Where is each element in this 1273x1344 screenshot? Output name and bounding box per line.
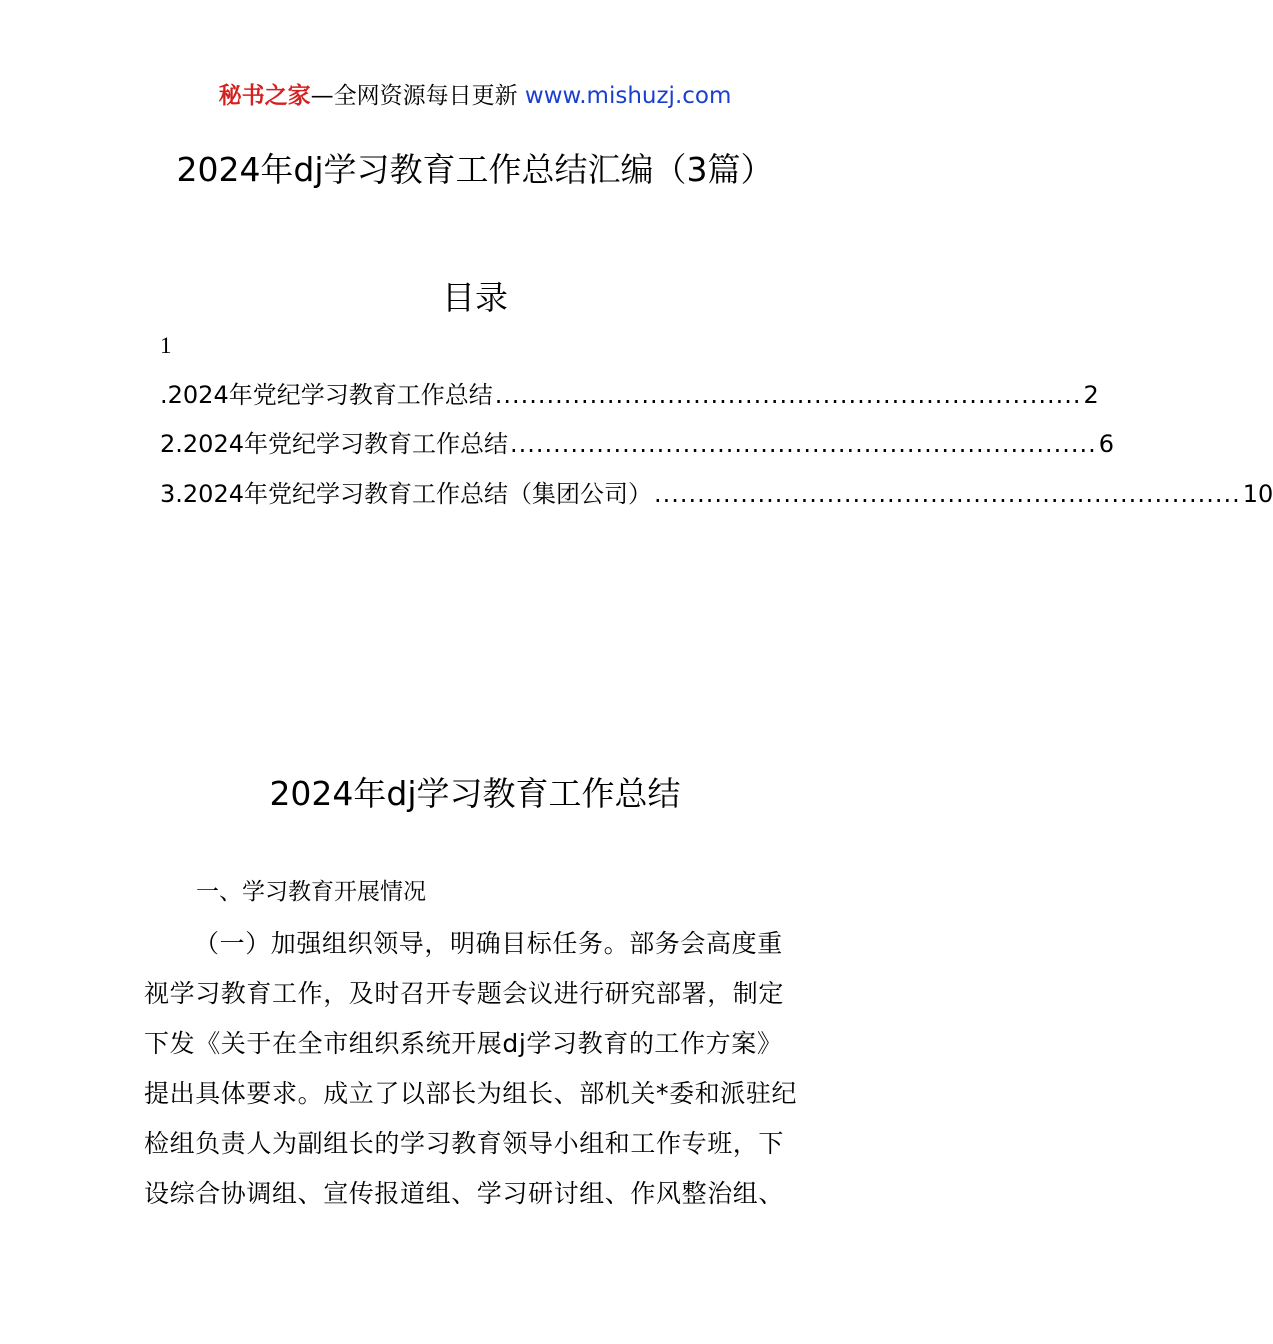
toc-page-number: 2	[1083, 381, 1099, 409]
toc-leader-dots: ....................................................................	[494, 381, 1082, 409]
paragraph-line: 下发《关于在全市组织系统开展dj学习教育的工作方案》	[144, 1029, 783, 1058]
toc-page-number: 6	[1098, 430, 1115, 458]
compilation-title: 2024年dj学习教育工作总结汇编（3篇）	[176, 150, 774, 189]
toc-entry[interactable]	[160, 428, 1115, 460]
site-brand: 秘书之家	[218, 83, 311, 109]
paragraph-line: （一）加强组织领导，明确目标任务。部务会高度重	[194, 929, 783, 958]
toc-page-number: 10	[1242, 480, 1273, 508]
site-slogan: —全网资源每日更新	[310, 83, 525, 109]
site-url-link[interactable]: www.mishuzj.com	[524, 83, 732, 109]
paragraph-line: 检组负责人为副组长的学习教育领导小组和工作专班，下	[144, 1129, 785, 1158]
toc-entry-label: 3.2024年党纪学习教育工作总结（集团公司）	[160, 480, 652, 508]
toc-entry[interactable]	[160, 379, 1099, 411]
toc-leader-dots: ....................................................................	[653, 480, 1241, 508]
toc-entry-label: .2024年党纪学习教育工作总结	[160, 381, 493, 409]
section-heading: 一、学习教育开展情况	[196, 879, 426, 905]
toc-first-number: 1	[160, 333, 172, 358]
paragraph-line: 提出具体要求。成立了以部长为组长、部机关*委和派驻纪	[144, 1079, 798, 1108]
paragraph-line: 视学习教育工作，及时召开专题会议进行研究部署，制定	[144, 979, 785, 1008]
toc-heading: 目录	[442, 278, 508, 317]
article-paragraph	[144, 919, 808, 1219]
toc-leader-dots: ....................................................................	[509, 430, 1097, 458]
toc-entry-label: 2.2024年党纪学习教育工作总结	[160, 430, 508, 458]
paragraph-line: 设综合协调组、宣传报道组、学习研讨组、作风整治组、	[144, 1179, 785, 1208]
site-banner	[0, 80, 950, 112]
toc-entry[interactable]	[160, 478, 1273, 510]
article-title: 2024年dj学习教育工作总结	[269, 774, 681, 813]
